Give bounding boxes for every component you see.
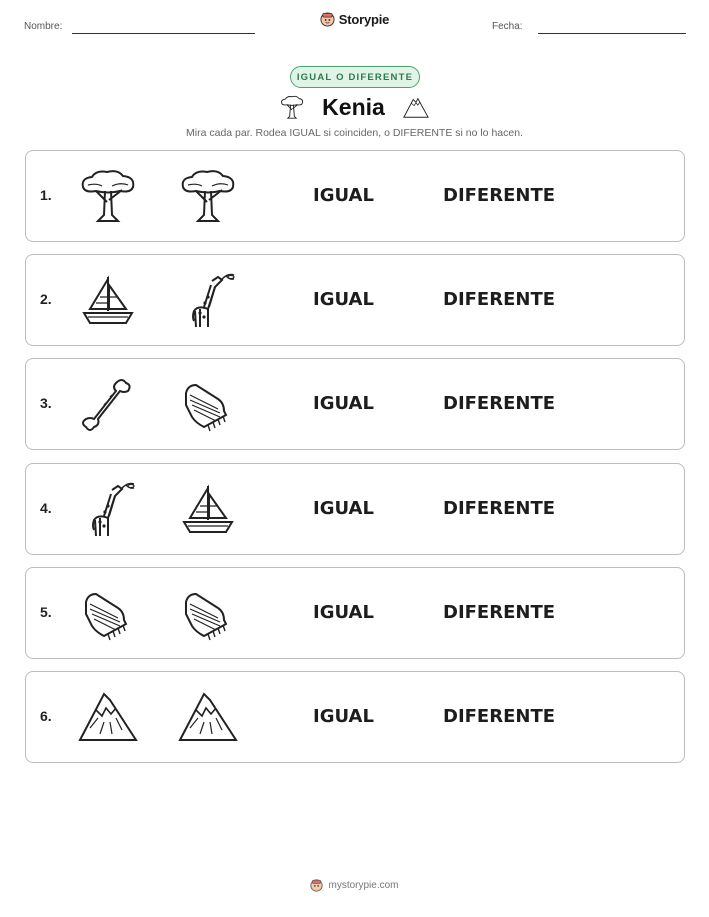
question-number: 6. (40, 707, 52, 724)
page-title: Kenia (322, 93, 385, 120)
mountain-icon (399, 93, 433, 121)
question-row-1 (25, 150, 685, 242)
title-row (0, 90, 709, 124)
option-igual[interactable]: IGUAL (313, 601, 374, 623)
question-row-6 (25, 671, 685, 763)
question-list (25, 150, 685, 775)
question-number: 1. (40, 187, 52, 203)
option-diferente[interactable]: DIFERENTE (443, 497, 556, 519)
worksheet-type-badge: IGUAL O DIFERENTE (290, 66, 420, 88)
option-igual[interactable]: IGUAL (313, 185, 374, 206)
date-label: Fecha: (492, 21, 523, 32)
option-diferente[interactable]: DIFERENTE (443, 601, 556, 623)
question-number: 4. (40, 499, 52, 516)
footer (0, 879, 709, 897)
footer-site-link[interactable]: mystorypie.com (328, 880, 399, 891)
option-diferente[interactable]: DIFERENTE (443, 185, 556, 206)
question-row-3 (25, 358, 685, 450)
storypie-mascot-icon (310, 879, 323, 892)
giraffe-icon (78, 480, 138, 540)
acacia-tree-icon (276, 93, 308, 121)
option-igual[interactable]: IGUAL (313, 705, 374, 727)
question-number: 2. (40, 291, 52, 308)
brand-logo (0, 12, 709, 32)
sailboat-icon (178, 480, 238, 540)
blanket-icon (178, 584, 238, 644)
option-diferente[interactable]: DIFERENTE (443, 393, 556, 415)
question-number: 5. (40, 603, 52, 620)
question-number: 3. (40, 395, 52, 412)
name-label: Nombre: (24, 21, 63, 32)
mountain-icon (178, 688, 238, 748)
name-field[interactable] (72, 33, 255, 34)
question-row-5 (25, 567, 685, 659)
blanket-icon (178, 375, 238, 435)
option-igual[interactable]: IGUAL (313, 393, 374, 415)
giraffe-icon (178, 271, 238, 331)
option-diferente[interactable]: DIFERENTE (443, 705, 556, 727)
acacia-tree-icon (78, 167, 138, 227)
option-igual[interactable]: IGUAL (313, 497, 374, 519)
option-diferente[interactable]: DIFERENTE (443, 289, 556, 311)
question-row-2 (25, 254, 685, 346)
mountain-icon (78, 688, 138, 748)
bone-icon (78, 375, 138, 435)
instructions: Mira cada par. Rodea IGUAL si coinciden, o DIFERENTE si no lo hacen. (186, 127, 523, 139)
acacia-tree-icon (178, 167, 238, 227)
blanket-icon (78, 584, 138, 644)
date-field[interactable] (538, 33, 686, 34)
option-igual[interactable]: IGUAL (313, 289, 374, 311)
sailboat-icon (78, 271, 138, 331)
question-row-4 (25, 463, 685, 555)
storypie-mascot-icon (320, 12, 335, 27)
brand-name: Storypie (338, 12, 390, 27)
